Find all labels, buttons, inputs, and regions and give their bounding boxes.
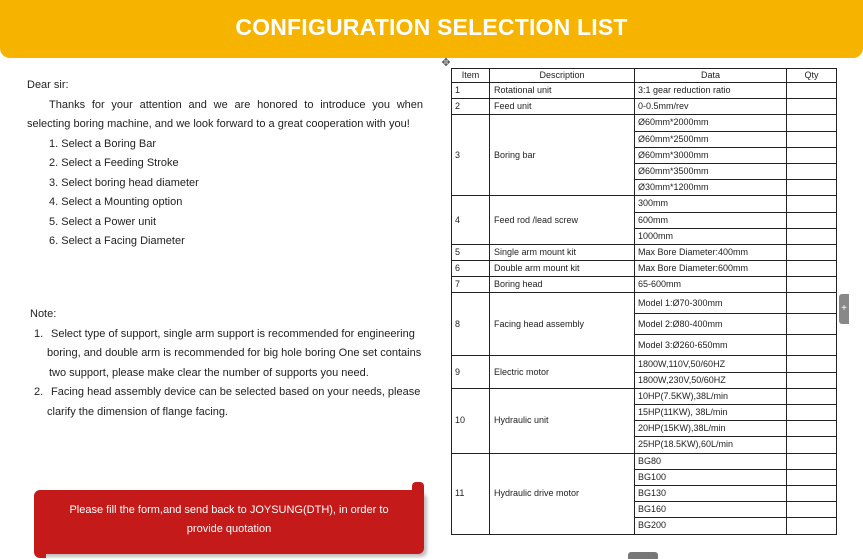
item-description: Hydraulic drive motor [490,453,635,534]
item-number: 6 [452,261,490,277]
item-data: BG80 [635,453,787,469]
qty-cell[interactable] [787,421,837,437]
item-data: 1800W,110V,50/60HZ [635,356,787,372]
step-item: 5. Select a Power unit [49,215,157,228]
item-data: Ø30mm*1200mm [635,180,787,196]
item-number: 3 [452,115,490,196]
qty-cell[interactable] [787,196,837,212]
item-number: 11 [452,453,490,534]
item-data: 3:1 gear reduction ratio [635,83,787,99]
note-number: 1. [34,327,44,340]
configuration-table [451,68,837,535]
item-data: 1800W,230V,50/60HZ [635,372,787,388]
qty-cell[interactable] [787,485,837,501]
qty-cell[interactable] [787,388,837,404]
add-section-icon[interactable]: + [839,294,849,324]
greeting: Dear sir: [27,79,69,91]
cta-scroll-foot [34,546,46,558]
item-data: BG100 [635,469,787,485]
note-list [30,325,435,423]
item-data: BG160 [635,502,787,518]
item-data: Ø60mm*3500mm [635,163,787,179]
callout-text: Please fill the form,and send back to JOYSUNG(DTH), in order to provide quotation [69,504,389,535]
item-number: 7 [452,277,490,293]
column-header-qty: Qty [787,69,837,83]
item-data: 10HP(7.5KW),38L/min [635,388,787,404]
item-description: Boring head [490,277,635,293]
qty-cell[interactable] [787,212,837,228]
item-data: 300mm [635,196,787,212]
item-number: 9 [452,356,490,388]
qty-cell[interactable] [787,99,837,115]
step-item: 3. Select boring head diameter [49,176,199,189]
item-description: Rotational unit [490,83,635,99]
note-item-1 [30,325,435,384]
item-number: 8 [452,293,490,356]
item-data: 15HP(11KW), 38L/min [635,405,787,421]
item-data: 1000mm [635,228,787,244]
step-item: 4. Select a Mounting option [49,196,183,208]
note-line: two support, please make clear the number of supports you need. [49,366,369,379]
table-row [452,196,837,212]
qty-cell[interactable] [787,469,837,485]
note-line: boring, and double arm is recommended for big hole boring One set contains [47,347,422,359]
table-row [452,115,837,131]
table-row [452,388,837,404]
item-number: 1 [452,83,490,99]
qty-cell[interactable] [787,437,837,453]
note-line: clarify the dimension of flange facing. [47,405,228,418]
note-line: Select type of support, single arm support is recommended for engineering [51,327,415,340]
table-row [452,453,837,469]
qty-cell[interactable] [787,277,837,293]
item-description: Double arm mount kit [490,261,635,277]
quotation-callout [34,490,424,554]
note-title: Note: [30,308,57,320]
note-line: Facing head assembly device can be selected based on your needs, please [51,386,421,398]
bottom-resize-handle[interactable] [628,552,658,559]
item-data: Model 3:Ø260-650mm [635,335,787,356]
qty-cell[interactable] [787,163,837,179]
qty-cell[interactable] [787,244,837,260]
letter-section [27,76,423,252]
qty-cell[interactable] [787,293,837,314]
item-data: 600mm [635,212,787,228]
item-description: Feed unit [490,99,635,115]
table-header-row [452,69,837,83]
item-description: Boring bar [490,115,635,196]
qty-cell[interactable] [787,83,837,99]
header-banner [0,0,863,58]
item-data: 25HP(18.5KW),60L/min [635,437,787,453]
item-description: Single arm mount kit [490,244,635,260]
intro-paragraph: Thanks for your attention and we are honored to introduce you when selecting boring machine, and we look forward to a great cooperation with you! [27,98,423,130]
item-data: BG200 [635,518,787,534]
item-description: Electric motor [490,356,635,388]
item-data: Model 1:Ø70-300mm [635,293,787,314]
qty-cell[interactable] [787,335,837,356]
item-number: 10 [452,388,490,453]
item-data: Model 2:Ø80-400mm [635,314,787,335]
move-handle-icon[interactable]: ✥ [441,57,451,69]
table-row [452,356,837,372]
step-item: 1. Select a Boring Bar [49,137,157,150]
item-description: Facing head assembly [490,293,635,356]
item-data: Max Bore Diameter:400mm [635,244,787,260]
note-item-2 [30,383,435,422]
column-header-item: Item [452,69,490,83]
qty-cell[interactable] [787,314,837,335]
step-item: 2. Select a Feeding Stroke [49,157,179,169]
item-number: 4 [452,196,490,245]
qty-cell[interactable] [787,147,837,163]
column-header-data: Data [635,69,787,83]
qty-cell[interactable] [787,372,837,388]
item-number: 5 [452,244,490,260]
qty-cell[interactable] [787,405,837,421]
qty-cell[interactable] [787,453,837,469]
qty-cell[interactable] [787,261,837,277]
item-data: Ø60mm*2000mm [635,115,787,131]
note-section [30,305,435,422]
table-row [452,99,837,115]
table-row [452,293,837,314]
table-row [452,277,837,293]
qty-cell[interactable] [787,115,837,131]
table-row [452,244,837,260]
item-data: 65-600mm [635,277,787,293]
qty-cell[interactable] [787,180,837,196]
item-data: BG130 [635,485,787,501]
item-data: 0-0.5mm/rev [635,99,787,115]
item-data: Ø60mm*2500mm [635,131,787,147]
item-data: Ø60mm*3000mm [635,147,787,163]
qty-cell[interactable] [787,131,837,147]
qty-cell[interactable] [787,228,837,244]
qty-cell[interactable] [787,356,837,372]
item-description: Feed rod /lead screw [490,196,635,245]
qty-cell[interactable] [787,518,837,534]
page-title: CONFIGURATION SELECTION LIST [235,14,628,40]
item-data: 20HP(15KW),38L/min [635,421,787,437]
table-row [452,83,837,99]
item-number: 2 [452,99,490,115]
step-item: 6. Select a Facing Diameter [49,235,185,247]
note-number: 2. [34,386,44,398]
selection-steps [27,135,423,252]
item-data: Max Bore Diameter:600mm [635,261,787,277]
item-description: Hydraulic unit [490,388,635,453]
qty-cell[interactable] [787,502,837,518]
column-header-description: Description [490,69,635,83]
table-row [452,261,837,277]
